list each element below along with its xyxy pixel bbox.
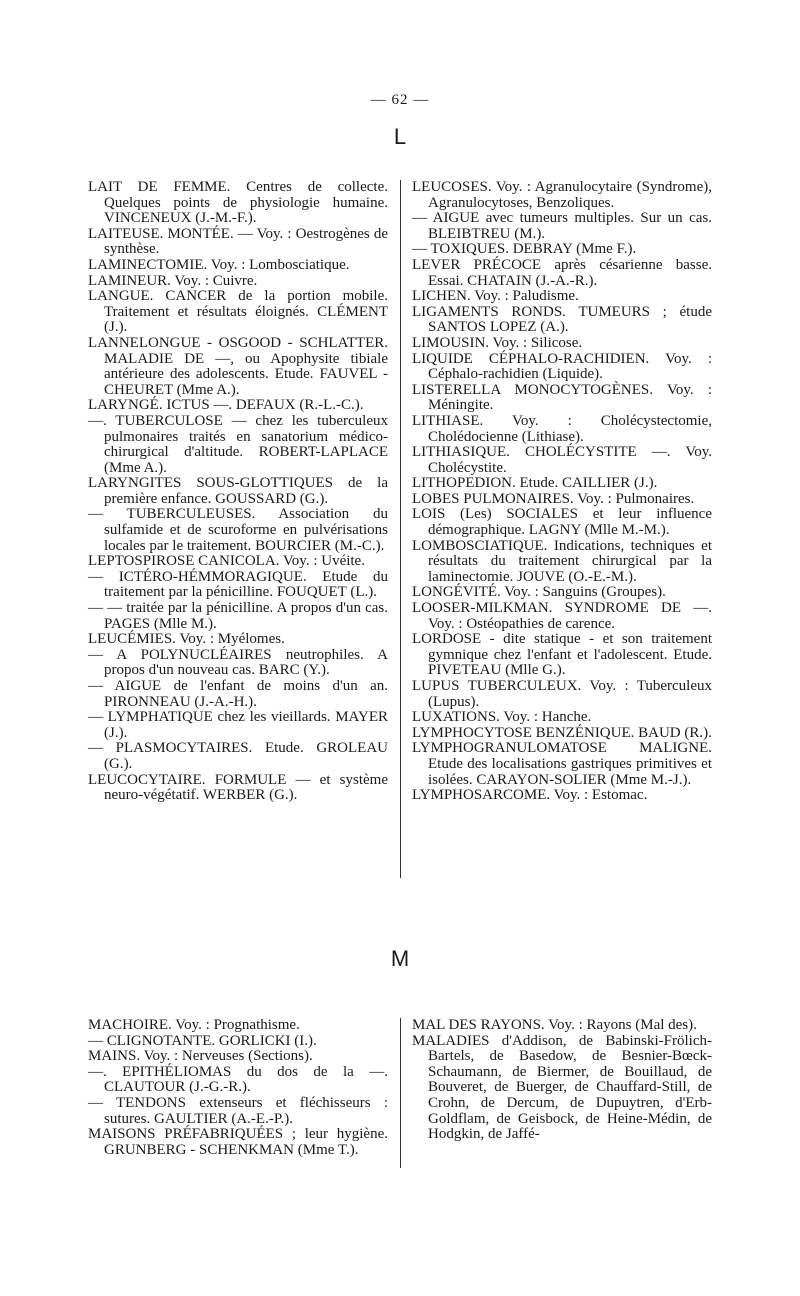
index-entry: LOIS (Les) SOCIALES et leur influence démographique. LAGNY (Mlle M.-M.). <box>412 506 712 539</box>
index-entry: — LYMPHATIQUE chez les vieillards. MAYER (J.). <box>88 709 388 741</box>
section-letter-m: M <box>390 946 410 971</box>
index-entry: — — traitée par la pénicilline. A propos d'un cas. PAGES (Mlle M.). <box>88 600 388 632</box>
index-entry: LYMPHOGRANULOMATOSE MALIGNE. Etude des localisations gastriques primitives et isolées. CARAYON-SOLIER (Mme M.-J.). <box>412 740 712 788</box>
index-entry: LAMINECTOMIE. Voy. : Lombosciatique. <box>88 256 350 273</box>
column-divider <box>400 180 401 878</box>
index-entry: MALADIES d'Addison, de Babinski-Frölich-Bartels, de Basedow, de Besnier-Bœck-Schaumann, de Biermer, de Bouillaud, de Bouveret, de Buerger, de Chauffard-Still, de Crohn, de Dercum, de Dupuytren, d'Erb-Goldflam, de Geisbock, de Heine-Médin, de Hodgkin, de Jaffé- <box>412 1032 712 1143</box>
index-entry: —. TUBERCULOSE — chez les tuberculeux pulmonaires traités en sanatorium médico-chirurgical d'altitude. ROBERT-LAPLACE (Mme A.). <box>88 412 388 476</box>
index-entry: — PLASMOCYTAIRES. Etude. GROLEAU (G.). <box>88 740 388 772</box>
index-entry: LUXATIONS. Voy. : Hanche. <box>412 709 592 726</box>
index-entry: LICHEN. Voy. : Paludisme. <box>412 288 579 305</box>
index-entry: LITHIASE. Voy. : Cholécystectomie, Cholédocienne (Lithiase). <box>412 412 712 445</box>
index-entry: — TUBERCULEUSES. Association du sulfamide et de scuroforme en pulvérisations locales par le traitement. BOURCIER (M.-C.). <box>88 506 388 554</box>
index-entry: MAL DES RAYONS. Voy. : Rayons (Mal des). <box>412 1017 697 1033</box>
index-entry: LISTERELLA MONOCYTOGÈNES. Voy. : Méningite. <box>412 381 712 414</box>
index-entry: LIMOUSIN. Voy. : Silicose. <box>412 334 583 351</box>
index-entry: LYMPHOSARCOME. Voy. : Estomac. <box>412 787 648 804</box>
index-entry: LEUCÉMIES. Voy. : Myélomes. <box>88 631 285 648</box>
section-m-left-column <box>88 1018 388 1158</box>
index-entry: LARYNGITES SOUS-GLOTTIQUES de la première enfance. GOUSSARD (G.). <box>88 475 388 507</box>
index-entry: MAISONS PRÉFABRIQUÉES ; leur hygiène. GRUNBERG - SCHENKMAN (Mme T.). <box>88 1126 388 1158</box>
index-entry: — TENDONS extenseurs et fléchisseurs : sutures. GAULTIER (A.-E.-P.). <box>88 1094 388 1127</box>
index-entry: — AIGUE avec tumeurs multiples. Sur un cas. BLEIBTREU (M.). <box>412 210 712 242</box>
index-entry: —. EPITHÉLIOMAS du dos de la —. CLAUTOUR (J.-G.-R.). <box>88 1063 388 1096</box>
index-entry: LYMPHOCYTOSE BENZÉNIQUE. BAUD (R.). <box>412 724 712 741</box>
section-l-right-column <box>412 180 712 804</box>
index-entry: LUPUS TUBERCULEUX. Voy. : Tuberculeux (Lupus). <box>412 678 712 710</box>
index-entry: LAITEUSE. MONTÉE. — Voy. : Oestrogènes de synthèse. <box>88 225 388 258</box>
index-entry: MACHOIRE. Voy. : Prognathisme. <box>88 1017 300 1033</box>
index-entry: — AIGUE de l'enfant de moins d'un an. PIRONNEAU (J.-A.-H.). <box>88 678 388 710</box>
index-entry: LAMINEUR. Voy. : Cuivre. <box>88 272 258 289</box>
index-entry: LITHIASIQUE. CHOLÉCYSTITE —. Voy. Cholécystite. <box>412 444 712 476</box>
index-entry: — ICTÉRO-HÉMMORAGIQUE. Etude du traitement par la pénicilline. FOUQUET (L.). <box>88 568 388 601</box>
index-entry: LITHOPEDION. Etude. CAILLIER (J.). <box>412 475 658 492</box>
index-entry: MAINS. Voy. : Nerveuses (Sections). <box>88 1048 313 1065</box>
index-entry: LONGÉVITÉ. Voy. : Sanguins (Groupes). <box>412 584 666 601</box>
index-entry: — A POLYNUCLÉAIRES neutrophiles. A propos d'un nouveau cas. BARC (Y.). <box>88 646 388 679</box>
index-entry: LARYNGÉ. ICTUS —. DEFAUX (R.-L.-C.). <box>88 397 364 414</box>
index-entry: — CLIGNOTANTE. GORLICKI (I.). <box>88 1032 317 1049</box>
column-divider <box>400 1018 401 1168</box>
section-l-left-column <box>88 180 388 804</box>
index-entry: LOOSER-MILKMAN. SYNDROME DE —. Voy. : Ostéopathies de carence. <box>412 600 712 632</box>
index-entry: LOBES PULMONAIRES. Voy. : Pulmonaires. <box>412 490 695 507</box>
index-entry: — TOXIQUES. DEBRAY (Mme F.). <box>412 241 637 258</box>
index-entry: LANGUE. CANCER de la portion mobile. Traitement et résultats éloignés. CLÉMENT (J.). <box>88 288 388 336</box>
index-entry: LAIT DE FEMME. Centres de collecte. Quelques points de physiologie humaine. VINCENEUX (J.-M.-F.). <box>88 179 388 227</box>
index-entry: LIQUIDE CÉPHALO-RACHIDIEN. Voy. : Céphalo-rachidien (Liquide). <box>412 350 712 383</box>
index-entry: LEUCOCYTAIRE. FORMULE — et système neuro-végétatif. WERBER (G.). <box>88 771 388 804</box>
index-entry: LANNELONGUE - OSGOOD - SCHLATTER. MALADIE DE —, ou Apophysite tibiale antérieure des adolescents. Etude. FAUVEL - CHEURET (Mme A.). <box>88 334 388 398</box>
index-entry: LEUCOSES. Voy. : Agranulocytaire (Syndrome), Agranulocytoses, Benzoliques. <box>412 179 712 211</box>
index-entry: LEVER PRÉCOCE après césarienne basse. Essai. CHATAIN (J.-A.-R.). <box>412 256 712 289</box>
index-entry: LEPTOSPIROSE CANICOLA. Voy. : Uvéite. <box>88 553 365 570</box>
index-entry: LOMBOSCIATIQUE. Indications, techniques et résultats du traitement chirurgical par la laminectomie. JOUVE (O.-E.-M.). <box>412 537 712 585</box>
page-number: — 62 — <box>370 92 430 108</box>
index-entry: LIGAMENTS RONDS. TUMEURS ; étude SANTOS LOPEZ (A.). <box>412 303 712 336</box>
index-entry: LORDOSE - dite statique - et son traitement gymnique chez l'enfant et l'adolescent. Etude. PIVETEAU (Mlle G.). <box>412 631 712 679</box>
section-letter-l: L <box>393 124 407 149</box>
section-m-right-column <box>412 1018 712 1143</box>
